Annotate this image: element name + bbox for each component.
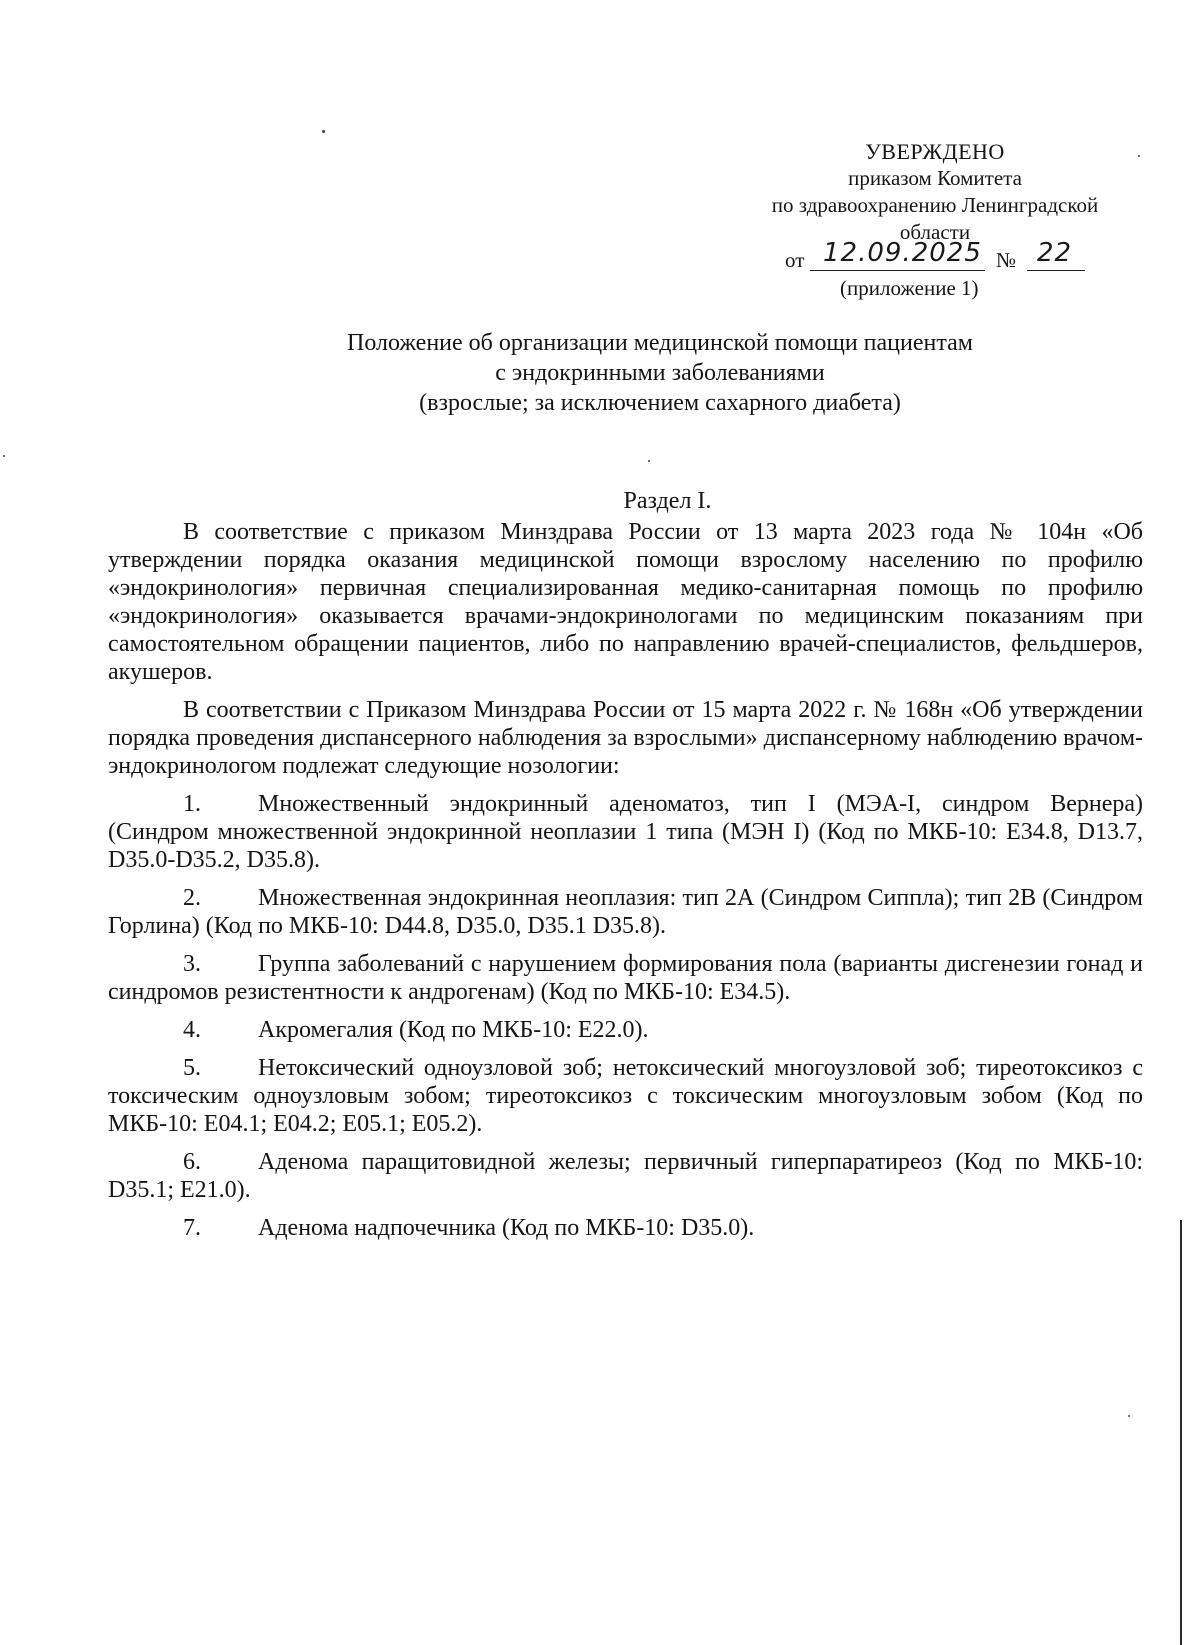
approval-line-1: приказом Комитета: [848, 166, 1022, 190]
paragraph-2: В соответствии с Приказом Минздрава России от 15 марта 2022 г. № 168н «Об утверждении порядка проведения диспансерного наблюдения за взрослыми» диспансерному наблюдению врачом-эндокринологом подлежат следующие нозологии:: [108, 697, 1143, 779]
paragraph-1: В соответствие с приказом Минздрава России от 13 марта 2023 года № 104н «Об утверждении порядка оказания медицинской помощи взрослому населению по профилю «эндокринология» первичная специализированная медико-санитарная помощь по профилю «эндокринология» оказывается врачами-эндокринологами по медицинским показаниям при самостоятельном обращении пациентов, либо по направлению врачей-специалистов, фельдшеров, акушеров.: [108, 519, 1143, 685]
approval-date-row: [785, 240, 1105, 274]
list-item-number: 2.: [183, 885, 201, 911]
list-item-text: Группа заболеваний с нарушением формирования пола (варианты дисгенезии гонад и синдромов резистентности к андрогенам) (Код по МКБ-10: E34.5).: [108, 951, 1143, 1005]
list-item: [108, 1148, 1143, 1204]
number-underline: [1027, 270, 1085, 271]
section-heading: Раздел I.: [623, 488, 712, 514]
list-item: [108, 884, 1143, 940]
approval-line-2: по здравоохранению Ленинградской: [771, 193, 1099, 217]
list-item-text: Множественная эндокринная неоплазия: тип 2А (Синдром Сиппла); тип 2В (Синдром Горлина) (Код по МКБ-10: D44.8, D35.0, D35.1 D35.8).: [108, 885, 1143, 939]
list-item: [108, 790, 1143, 874]
list-item-text: Нетоксический одноузловой зоб; нетоксический многоузловой зоб; тиреотоксикоз с токсическим одноузловым зобом; тиреотоксикоз с токсическим многоузловым зобом (Код по МКБ-10: E04.1; E04.2; E05.1; E05.2).: [108, 1055, 1143, 1137]
handwritten-number: 22: [1037, 238, 1073, 268]
list-item-number: 1.: [183, 791, 201, 817]
title-line-2: с эндокринными заболеваниями: [495, 360, 825, 386]
approval-line-3: области: [899, 220, 971, 244]
list-item-number: 3.: [183, 951, 201, 977]
title-line-1: Положение об организации медицинской помощи пациентам: [347, 330, 973, 356]
scan-speck: [1128, 1415, 1130, 1417]
scan-edge-line: [1180, 1220, 1182, 1645]
scan-speck: [322, 130, 325, 133]
number-prefix: №: [996, 248, 1017, 272]
list-item-text: Акромегалия (Код по МКБ-10: E22.0).: [258, 1017, 649, 1043]
list-item: [108, 1214, 1143, 1242]
section-body: [108, 518, 1143, 1252]
list-item: [108, 1054, 1143, 1138]
date-underline: [810, 270, 985, 271]
list-item: [108, 1016, 1143, 1044]
scan-speck: [648, 460, 650, 462]
document-title: [160, 328, 1160, 418]
title-line-3: (взрослые; за исключением сахарного диабета): [419, 390, 901, 416]
list-item-number: 4.: [183, 1017, 201, 1043]
list-item-text: Множественный эндокринный аденоматоз, тип I (МЭА-I, синдром Вернера) (Синдром множественной эндокринной неоплазии 1 типа (МЭН I) (Код по МКБ-10: E34.8, D13.7, D35.0-D35.2, D35.8).: [108, 791, 1144, 873]
scan-speck: [1138, 155, 1140, 157]
list-item-number: 7.: [183, 1215, 201, 1241]
annex-label: (приложение 1): [840, 276, 979, 300]
approval-heading: УВЕРЖДЕНО: [865, 139, 1005, 164]
list-item: [108, 950, 1143, 1006]
list-item-text: Аденома паращитовидной железы; первичный гиперпаратиреоз (Код по МКБ-10: D35.1; E21.0).: [108, 1149, 1143, 1203]
scan-speck: [3, 455, 5, 457]
handwritten-date: 12.09.2025: [823, 238, 982, 268]
approval-block: [735, 138, 1135, 246]
list-item-number: 5.: [183, 1055, 201, 1081]
date-prefix: от: [785, 248, 805, 272]
list-item-number: 6.: [183, 1149, 201, 1175]
list-item-text: Аденома надпочечника (Код по МКБ-10: D35.0).: [258, 1215, 755, 1241]
